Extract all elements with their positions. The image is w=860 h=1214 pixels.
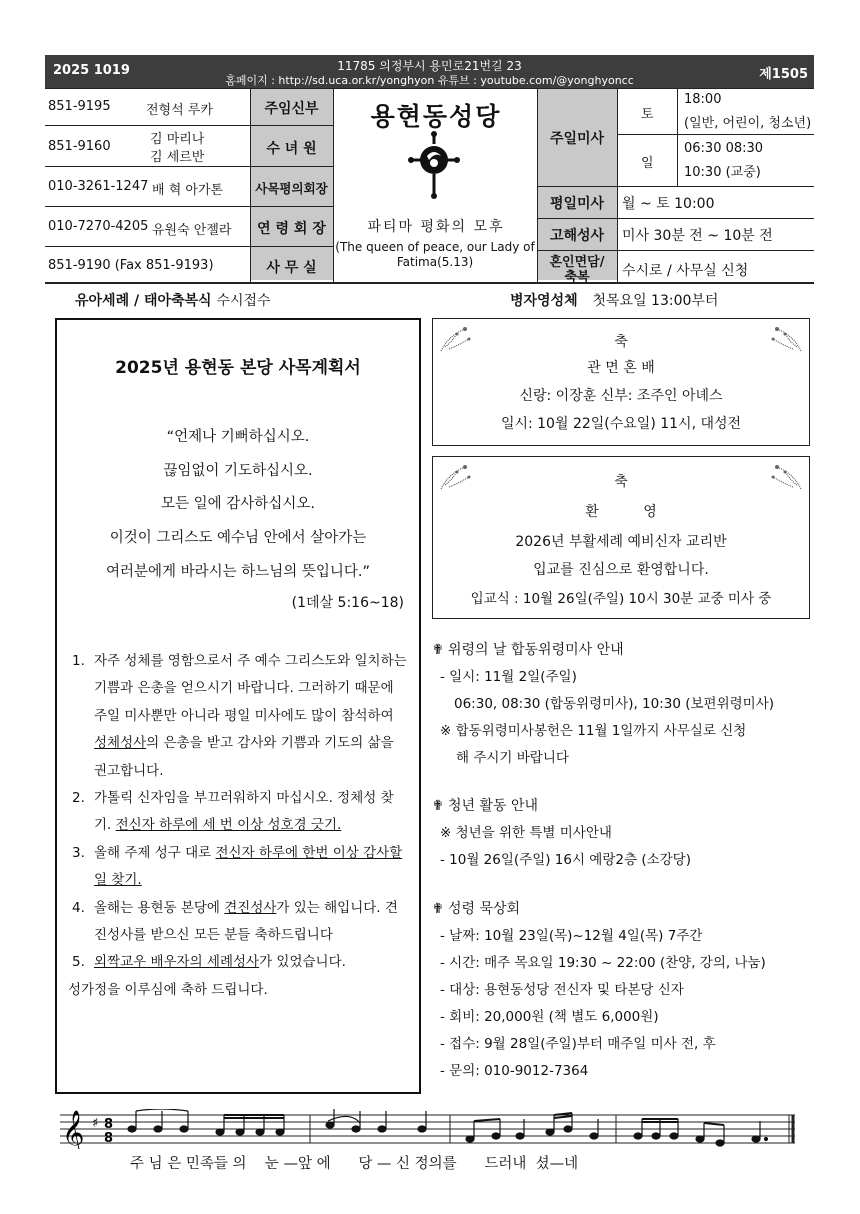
list-item: 4. 올해는 용현동 본당에 견진성사가 있는 해입니다. 견진성사를 받으신 모든 분들 축하드립니다 [72,899,398,944]
patron-saint: 파티마 평화의 모후 [367,219,505,235]
welcome-line-1: 2026년 부활세례 예비신자 교리반 [515,534,727,550]
address: 11785 의정부시 용민로21번길 23 [337,59,522,73]
contact-name-convent-1: 김 마리나 [150,132,205,147]
saturday-time: 18:00 [684,92,722,107]
music-staff [60,1109,800,1149]
marriage-label-1: 혼인면담/ [549,255,605,270]
quote-line: 끊임없이 기도하십시오. [163,463,313,479]
list-item: 2. 가톨릭 신자임을 부끄러워하지 마십시오. 정체성 찾기. 전신자 하루에 세 번 이상 성호경 긋기. [72,790,394,834]
confession-value: 미사 30분 전 ~ 10분 전 [622,228,773,244]
contact-name-funeral: 유원숙 안젤라 [152,223,232,238]
sunday-time-2: 10:30 (교중) [684,165,761,180]
role-office: 사 무 실 [266,260,317,276]
contact-phone-pastor: 851-9195 [48,99,111,114]
notice-heading: 청년 활동 안내 [448,798,539,814]
welcome-line-3: 입교식 : 10월 26일(주일) 10시 30분 교중 미사 중 [470,591,772,607]
issue-number: 제1505 [759,67,808,82]
wedding-announcement-box [432,318,810,446]
sunday-mass-label: 주일미사 [549,131,605,147]
sunday-label: 일 [641,156,654,171]
sick-communion-info [510,290,718,310]
welcome-line-2: 입교를 진심으로 환영합니다. [533,562,709,578]
wedding-couple: 신랑: 이장훈 신부: 조주인 아녜스 [519,388,723,404]
treble-clef-icon: 𝄞 [62,1110,85,1149]
contact-phone-council: 010-3261-1247 [48,179,149,194]
saturday-note: (일반, 어린이, 청소년) [684,116,812,131]
role-convent: 수 녀 원 [266,141,317,157]
weekday-mass-label: 평일미사 [549,196,605,212]
memorial-mass-notice: ✟ 위령의 날 합동위령미사 안내 - 일시: 11월 2일(주일) 06:30, 08:30 (합동위령미사), 10:30 (보편위령미사) ※ 합동위령미사봉헌은 11월 1일까지 사무실로 신청 해 주시기 바랍니다 [432,637,774,772]
quote-line: “언제나 기뻐하십시오. [166,429,310,445]
celebrate-mark: 축 [614,474,628,490]
contact-phone-office: 851-9190 (Fax 851-9193) [48,258,214,273]
cross-icon: ✟ [432,642,444,658]
marriage-label-2: 축복 [564,270,590,285]
saturday-label: 토 [641,107,654,122]
role-council: 사목평의회장 [255,181,328,196]
notice-heading: 성령 묵상회 [448,901,521,917]
marriage-value: 수시로 / 사무실 신청 [622,263,749,279]
list-item: 5. 외짝교우 배우자의 세례성사가 있었습니다. [72,954,346,971]
celebrate-mark: 축 [614,334,628,350]
confession-label: 고해성사 [549,228,605,244]
youth-activity-notice: ✟ 청년 활동 안내 ※ 청년을 위한 특별 미사안내 - 10월 26일(주일) 16시 예랑2층 (소강당) [432,793,691,874]
infant-baptism-value: 수시접수 [216,293,271,309]
sunday-time-1: 06:30 08:30 [684,141,764,156]
contact-phone-convent: 851-9160 [48,139,111,154]
infant-baptism-label: 유아세례 / 태아축복식 [75,293,212,309]
list-item: 1. 자주 성체를 영함으로서 주 예수 그리스도와 일치하는 기쁨과 은총을 얻으시기 바랍니다. 그러하기 때문에 주일 미사뿐만 아니라 평일 미사에도 많이 참석하여 성체성사의 은총을 받고 감사와 기쁨과 기도의 삶을 권고합니다. [72,653,407,779]
contact-phone-funeral: 010-7270-4205 [48,219,149,234]
issue-date: 2025 1019 [53,63,130,78]
time-signature-top: 8 [104,1117,114,1132]
list-item: 3. 올해 주제 성구 대로 전신자 하루에 한번 이상 감사할 일 찾기. [72,844,403,889]
role-pastor: 주임신부 [264,101,319,117]
masthead-bar [45,55,814,88]
hymn-lyrics: 주 님 은 민족들 의 눈 —앞 에 당 — 신 정의를 드러내 셨—네 [130,1156,579,1172]
scripture-reference: (1데살 5:16~18) [291,595,404,611]
contact-name-pastor: 전형석 루카 [146,103,213,118]
wedding-title: 관 면 혼 배 [587,360,655,376]
parish-emblem-icon [405,130,463,200]
pastoral-plan-title: 2025년 용현동 본당 사목계획서 [115,358,361,378]
weekday-mass-value: 월 ~ 토 10:00 [622,196,715,212]
infant-baptism-info [75,290,271,310]
sick-communion-label: 병자영성체 [510,293,578,309]
welcome-announcement-box [432,456,810,619]
list-item-continuation: 성가정을 이루심에 축하 드립니다. [68,981,268,998]
patron-saint-english: (The queen of peace, our Lady of Fatima(5.13) [335,240,535,269]
quote-line: 모든 일에 감사하십시오. [161,496,315,512]
contact-name-council: 배 혁 아가톤 [152,183,224,198]
cross-icon: ✟ [432,798,444,814]
quote-line: 여러분에게 바라시는 하느님의 뜻입니다.” [105,564,371,580]
holy-spirit-retreat-notice: ✟ 성령 묵상회 - 날짜: 10월 23일(목)~12월 4일(목) 7주간 - 시간: 매주 목요일 19:30 ~ 22:00 (찬양, 강의, 나눔) - 대상: 용현동성당 전신자 및 타본당 신자 - 회비: 20,000원 (책 별도 6,000원) - 접수: 9월 28일(주일)부터 매주일 미사 전, 후 - 문의: 010-9012-7364 [432,896,766,1085]
contact-name-convent-2: 김 세르반 [150,150,205,165]
time-signature-bottom: 8 [104,1131,114,1146]
pastoral-plan-list [68,648,408,1004]
welcome-title: 환 영 [585,504,657,520]
notice-heading: 위령의 날 합동위령미사 안내 [448,642,624,658]
role-funeral: 연 령 회 장 [257,221,326,237]
wedding-datetime: 일시: 10월 22일(수요일) 11시, 대성전 [500,416,742,432]
svg-text:♯: ♯ [92,1116,99,1131]
church-name: 용현동성당 [370,102,502,131]
quote-line: 이것이 그리스도 예수님 안에서 살아가는 [109,530,367,546]
cross-icon: ✟ [432,901,444,917]
sick-communion-value: 첫목요일 13:00부터 [592,293,719,309]
website-line: 홈페이지 : http://sd.uca.or.kr/yonghyon 유튜브 : youtube.com/@yonghyoncc [225,74,634,87]
